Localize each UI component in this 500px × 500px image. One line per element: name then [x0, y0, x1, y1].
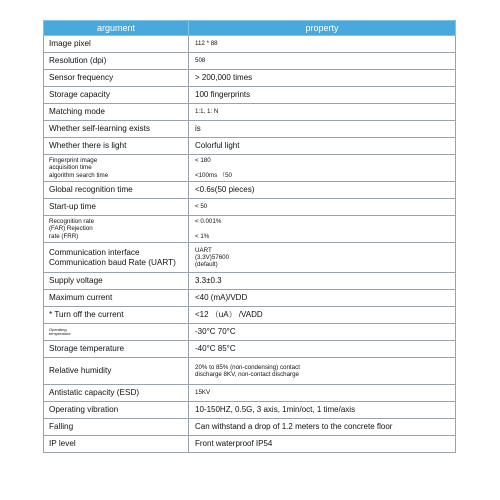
property-cell: 112 * 88: [189, 36, 456, 53]
property-cell: -40°C 85°C: [189, 341, 456, 358]
argument-cell: Antistatic capacity (ESD): [44, 385, 189, 402]
table-row: [44, 273, 456, 290]
table-row: [44, 419, 456, 436]
table-row: [44, 70, 456, 87]
argument-cell: Whether self-learning exists: [44, 121, 189, 138]
argument-cell: Operating temperature: [44, 324, 189, 341]
argument-cell: Maximum current: [44, 290, 189, 307]
table-row: [44, 199, 456, 216]
property-cell: 3.3±0.3: [189, 273, 456, 290]
property-cell: 10-150HZ, 0.5G, 3 axis, 1min/oct, 1 time/axis: [189, 402, 456, 419]
argument-cell: Image pixel: [44, 36, 189, 53]
table-row: [44, 121, 456, 138]
table-row: [44, 402, 456, 419]
property-cell: < 50: [189, 199, 456, 216]
table-row: [44, 243, 456, 273]
property-cell: <0.6s(50 pieces): [189, 182, 456, 199]
table-row: [44, 104, 456, 121]
argument-cell: Storage capacity: [44, 87, 189, 104]
argument-cell: Falling: [44, 419, 189, 436]
argument-cell: Resolution (dpi): [44, 53, 189, 70]
table-row: [44, 53, 456, 70]
property-cell: <12 （uA） /VADD: [189, 307, 456, 324]
argument-cell: IP level: [44, 436, 189, 453]
argument-cell: Sensor frequency: [44, 70, 189, 87]
table-row: [44, 341, 456, 358]
argument-cell: Fingerprint image acquisition time algorithm search time: [44, 155, 189, 182]
property-cell: 100 fingerprints: [189, 87, 456, 104]
table-row: [44, 324, 456, 341]
argument-cell: Start-up time: [44, 199, 189, 216]
header-row: [44, 21, 456, 36]
property-cell: > 200,000 times: [189, 70, 456, 87]
argument-cell: Communication interface Communication baud Rate (UART): [44, 243, 189, 273]
property-cell: 20% to 85% (non-condensing) contact discharge 8KV, non-contact discharge: [189, 358, 456, 385]
property-cell: -30°C 70°C: [189, 324, 456, 341]
property-cell: Can withstand a drop of 1.2 meters to the concrete floor: [189, 419, 456, 436]
table-row: [44, 138, 456, 155]
table-row: [44, 385, 456, 402]
table-row: [44, 182, 456, 199]
property-cell: Front waterproof IP54: [189, 436, 456, 453]
argument-cell: Supply voltage: [44, 273, 189, 290]
property-cell: Colorful light: [189, 138, 456, 155]
property-cell: < 0.001% < 1%: [189, 216, 456, 243]
property-cell: UART (3.3V)57600 (default): [189, 243, 456, 273]
property-cell: 508: [189, 53, 456, 70]
table-row: [44, 216, 456, 243]
argument-cell: Matching mode: [44, 104, 189, 121]
property-column-header: property: [189, 21, 456, 36]
argument-cell: Global recognition time: [44, 182, 189, 199]
table-row: [44, 358, 456, 385]
property-cell: <40 (mA)/VDD: [189, 290, 456, 307]
property-cell: 1:1, 1: N: [189, 104, 456, 121]
table-row: [44, 436, 456, 453]
property-cell: 15KV: [189, 385, 456, 402]
table-row: [44, 87, 456, 104]
argument-cell: Recognition rate (FAR) Rejection rate (FRR): [44, 216, 189, 243]
table-body: [44, 36, 456, 453]
argument-cell: Storage temperature: [44, 341, 189, 358]
table-row: [44, 290, 456, 307]
argument-cell: Operating vibration: [44, 402, 189, 419]
argument-cell: Whether there is light: [44, 138, 189, 155]
table-row: [44, 307, 456, 324]
table-row: [44, 36, 456, 53]
property-cell: < 180 <100ms （50: [189, 155, 456, 182]
specification-table: [43, 20, 456, 453]
table-header: [44, 21, 456, 36]
spec-sheet: [43, 20, 455, 453]
argument-cell: * Turn off the current: [44, 307, 189, 324]
argument-cell: Relative humidity: [44, 358, 189, 385]
argument-column-header: argument: [44, 21, 189, 36]
property-cell: is: [189, 121, 456, 138]
table-row: [44, 155, 456, 182]
